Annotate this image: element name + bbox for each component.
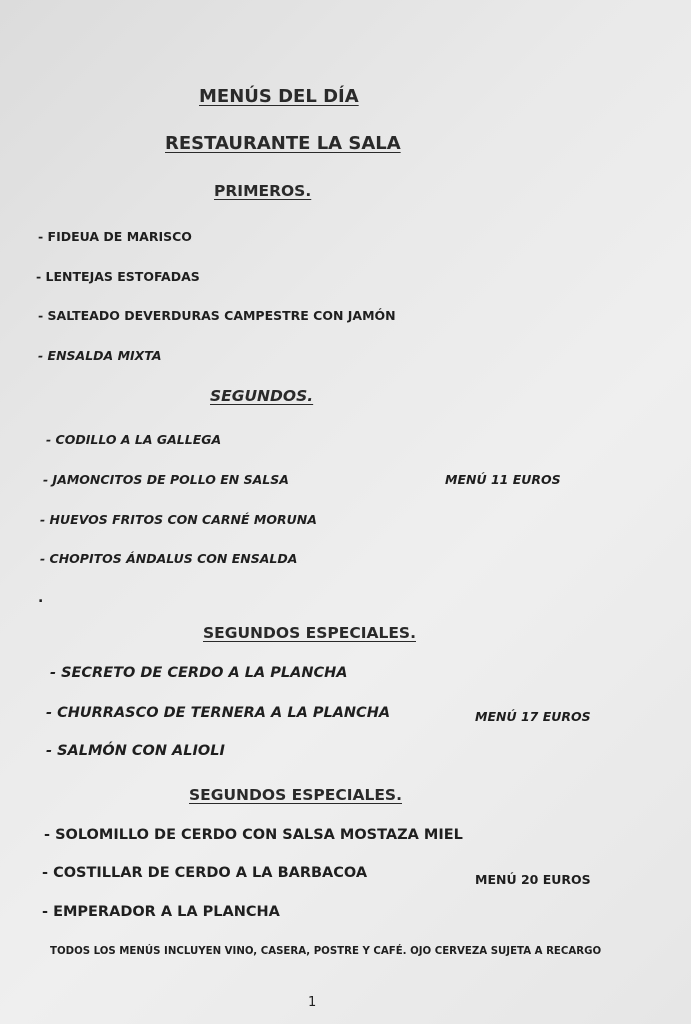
menu-item: - EMPERADOR A LA PLANCHA [42, 904, 280, 920]
menu-price-11: MENÚ 11 EUROS [445, 472, 561, 487]
restaurant-name: RESTAURANTE LA SALA [165, 133, 401, 154]
menu-item: - FIDEUA DE MARISCO [38, 229, 192, 244]
menu-item: - SOLOMILLO DE CERDO CON SALSA MOSTAZA MIEL [44, 827, 463, 843]
menu-item: - CHOPITOS ÁNDALUS CON ENSALDA [40, 551, 298, 566]
menu-item: - SECRETO DE CERDO A LA PLANCHA [50, 665, 348, 681]
page-title: MENÚS DEL DÍA [199, 86, 359, 107]
menu-item: - COSTILLAR DE CERDO A LA BARBACOA [42, 865, 368, 881]
stray-mark: . [38, 590, 44, 606]
menu-item: - LENTEJAS ESTOFADAS [36, 269, 200, 284]
menu-item: - ENSALDA MIXTA [38, 348, 162, 363]
section-heading-especiales-1: SEGUNDOS ESPECIALES. [203, 624, 416, 642]
menu-price-17: MENÚ 17 EUROS [475, 709, 591, 724]
menu-item: - SALTEADO DEVERDURAS CAMPESTRE CON JAMÓN [38, 308, 396, 323]
menu-item: - SALMÓN CON ALIOLI [46, 743, 225, 759]
menu-item: - CHURRASCO DE TERNERA A LA PLANCHA [46, 705, 391, 721]
menu-item: - HUEVOS FRITOS CON CARNÉ MORUNA [40, 512, 317, 527]
section-heading-segundos: SEGUNDOS. [210, 387, 314, 405]
menu-item: - JAMONCITOS DE POLLO EN SALSA [43, 472, 289, 487]
section-heading-primeros: PRIMEROS. [214, 182, 312, 200]
section-heading-especiales-2: SEGUNDOS ESPECIALES. [189, 786, 402, 804]
page-number: 1 [308, 995, 317, 1010]
footer-note: TODOS LOS MENÚS INCLUYEN VINO, CASERA, POSTRE Y CAFÉ. OJO CERVEZA SUJETA A RECARGO [50, 946, 602, 957]
menu-item: - CODILLO A LA GALLEGA [46, 432, 222, 447]
menu-price-20: MENÚ 20 EUROS [475, 872, 591, 887]
